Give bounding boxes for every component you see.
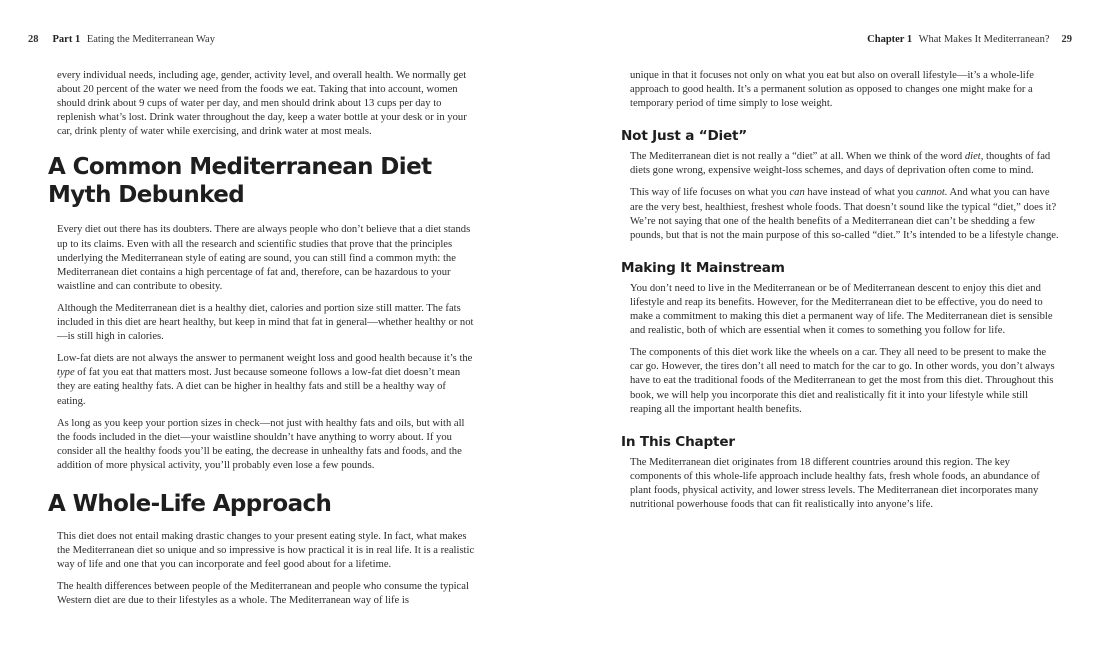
not-diet-paragraph-1 (630, 150, 1060, 178)
heading-myth-line1: A Common Mediterranean Diet (48, 154, 432, 181)
myth-paragraph-1: Every diet out there has its doubters. There are always people who don’t believe that a diet stands up to its claims. Even with all the research and scientific studies that prove that the principles underlying the Mediterranean style of eating are sound, you can still find a common myth: the Mediterranean diet contains a high percentage of fat and, therefore, can be hazardous to your waistline and can contribute to obesity. (57, 224, 471, 292)
heading-not-just-a-diet: Not Just a “Diet” (621, 128, 748, 145)
not-diet-p2-text-b: have instead of what you (804, 187, 916, 199)
left-running-head (28, 34, 215, 45)
heading-myth-debunked (48, 153, 468, 209)
part-title: Eating the Mediterranean Way (86, 34, 215, 45)
heading-making-it-mainstream: Making It Mainstream (621, 259, 785, 276)
heading-myth-line2: Myth Debunked (48, 182, 245, 209)
right-page-content (621, 69, 1060, 520)
right-intro-paragraph: unique in that it focuses not only on what you eat but also on overall lifestyle—it’s a whole-life approach to good health. It’s a permanent solution as opposed to changes one might make for a temporary period of time simply to lose weight. (630, 70, 1034, 110)
not-diet-paragraph-2 (630, 186, 1060, 242)
right-page (550, 0, 1100, 657)
whole-life-paragraph-1: This diet does not entail making drastic changes to your present eating style. In fact, what makes the Mediterranean diet so unique and so impressive is how practical it is in real life. It is a realistic way of life and one that you can incorporate and feel good about for a lifetime. (57, 530, 475, 571)
mainstream-paragraph-2: The components of this diet work like the wheels on a car. They all need to be present to make the car go. However, the tires don’t all need to match for the car to go. In other words, you don’t always have to eat the traditional foods of the Mediterranean to get the most from this diet. Throughout this book, we will help you incorporate this diet and realistically fit it into your lifestyle while still reaping all the important health benefits. (630, 347, 1055, 415)
not-diet-p2-text-c: And what you can have are the very best, healthiest, freshest whole foods. That doesn’t sound like the typical “diet,” does it? We’re not saying that one of the health benefits of a Mediterranean diet can’t be shedding a few pounds, but that is not the main purpose of this so-called “diet.” It’s intended to be a lifestyle change. (630, 187, 1059, 241)
heading-in-this-chapter: In This Chapter (621, 433, 735, 450)
not-diet-p1-emphasis: diet, (964, 151, 984, 163)
not-diet-p1-text-b: thoughts of fad diets gone wrong, expensive weight-loss schemes, and days of deprivation often come to mind. (630, 151, 1051, 177)
not-diet-p2-text-a: This way of life focuses on what you (630, 187, 790, 199)
left-page-number: 28 (28, 34, 39, 45)
in-this-chapter-paragraph: The Mediterranean diet originates from 18 different countries around this region. The key components of this whole-life approach include healthy fats, fresh whole foods, an abundance of plant foods, physical activity, and lower stress levels. The Mediterranean diet incorporates many nutritional powerhouse foods that can fit realistically into anyone’s life. (630, 456, 1040, 510)
myth-p3-text-b: of fat you eat that matters most. Just because someone follows a low-fat diet doesn’t mean they are eating healthy fats. A diet can be higher in healthy fats and still be a healthy way of eating. (57, 367, 461, 407)
left-intro-paragraph: every individual needs, including age, gender, activity level, and overall health. We normally get about 20 percent of the water we need from the foods we eat. Taking that into account, women should drink about 9 cups of water per day, and men should drink about 13 cups per day to replenish what’s lost. Drink water throughout the day, keep a water bottle at your desk or in your car, drink plenty of water while exercising, and drink water at most meals. (57, 70, 467, 138)
not-diet-p1-text-a: The Mediterranean diet is not really a “diet” at all. When we think of the word (630, 151, 965, 163)
myth-p3-emphasis: type (57, 367, 75, 379)
left-page-content (48, 69, 477, 616)
chapter-label: Chapter 1 (867, 34, 913, 45)
myth-paragraph-3 (57, 352, 477, 408)
not-diet-p2-emphasis-2: cannot. (915, 187, 948, 199)
chapter-title: What Makes It Mediterranean? (918, 34, 1050, 45)
mainstream-paragraph-1: You don’t need to live in the Mediterranean or be of Mediterranean descent to enjoy this diet and lifestyle and reap its benefits. However, for the Mediterranean diet to be effective, you do need to make a commitment to making this diet a permanent way of life. The Mediterranean diet is sensible and realistic, both of which are essential when it comes to something you follow for life. (630, 282, 1053, 337)
right-page-number: 29 (1061, 34, 1072, 45)
part-label: Part 1 (52, 34, 81, 45)
right-running-head (867, 34, 1072, 45)
myth-paragraph-2: Although the Mediterranean diet is a healthy diet, calories and portion size still matter. The fats included in this diet are heart healthy, but keep in mind that fat in general—whether healthy or not—is still high in calories. (57, 302, 474, 343)
not-diet-p2-emphasis-1: can (789, 187, 805, 199)
myth-paragraph-4: As long as you keep your portion sizes in check—not just with healthy fats and oils, but with all the foods included in the diet—your waistline shouldn’t have anything to worry about. If you consider all the healthy foods you’ll be eating, the decrease in unhealthy fats and foods, and the addition of more physical activity, you’ll probably even lose a few pounds. (57, 417, 465, 471)
myth-p3-text-a: Low-fat diets are not always the answer to permanent weight loss and good health because it’s the (57, 353, 473, 365)
heading-whole-life-approach: A Whole-Life Approach (48, 490, 332, 517)
whole-life-paragraph-2: The health differences between people of the Mediterranean and people who consume the typical Western diet are due to their lifestyles as a whole. The Mediterranean way of life is (57, 581, 469, 607)
